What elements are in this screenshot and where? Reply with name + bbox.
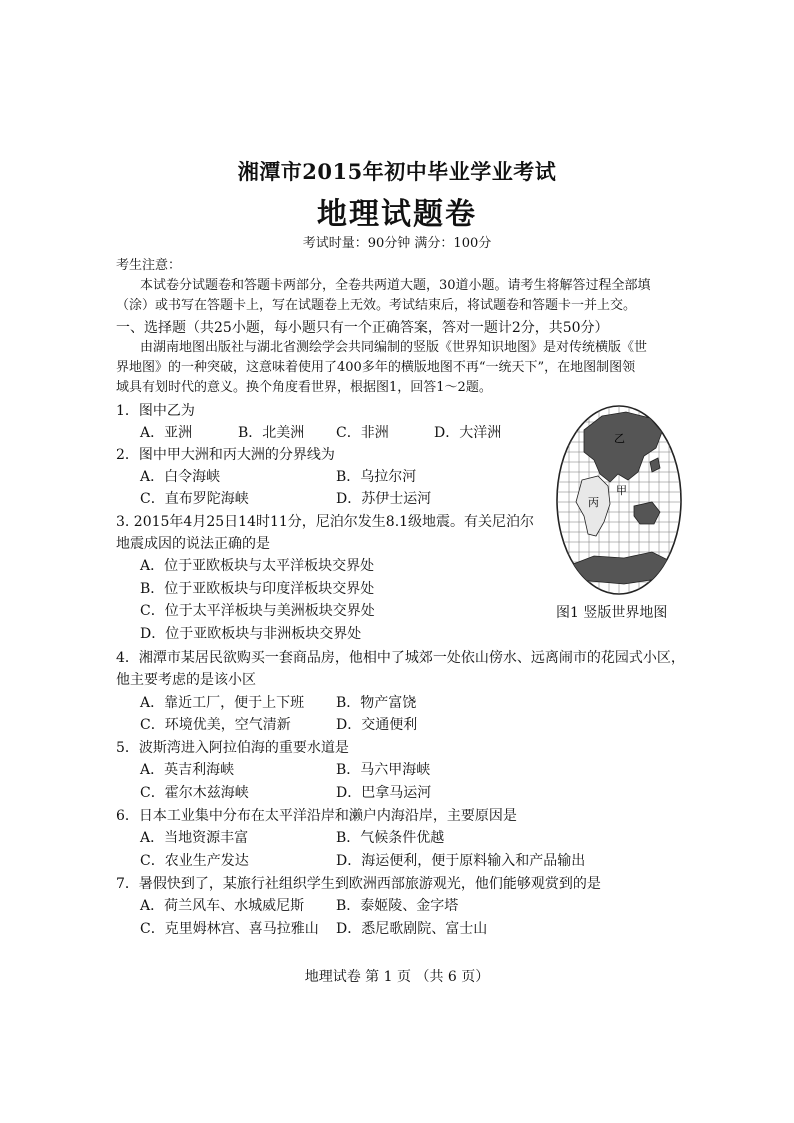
intro-line-3: 域具有划时代的意义。换个角度看世界，根据图1，回答1～2题。 <box>116 380 492 395</box>
exam-title: 湘潭市2015年初中毕业学业考试 <box>237 159 557 184</box>
q4-option-b: B．物产富饶 <box>336 695 417 711</box>
q2-option-d: D．苏伊士运河 <box>336 491 432 507</box>
intro-line-1: 由湖南地图出版社与湖北省测绘学会共同编制的竖版《世界知识地图》是对传统横版《世 <box>140 340 648 355</box>
question-6-stem: 6．日本工业集中分布在太平洋沿岸和濑户内海沿岸，主要原因是 <box>116 808 517 824</box>
notice-line-2: （涂）或书写在答题卡上，写在试题卷上无效。考试结束后，将试题卷和答题卡一并上交。 <box>116 298 637 313</box>
q5-option-a: A．英吉利海峡 <box>140 762 235 778</box>
q1-option-b: B．北美洲 <box>238 425 305 441</box>
page-footer: 地理试卷 第 1 页 （共 6 页） <box>304 969 490 985</box>
q7-option-d: D．悉尼歌剧院、富士山 <box>336 921 488 937</box>
question-5-stem: 5．波斯湾进入阿拉伯海的重要水道是 <box>116 740 349 756</box>
section-heading: 一、选择题（共25小题，每小题只有一个正确答案，答对一题计2分，共50分） <box>116 320 609 336</box>
q5-option-d: D．巴拿马运河 <box>336 785 432 801</box>
q1-option-a: A．亚洲 <box>140 425 193 441</box>
q5-option-c: C．霍尔木兹海峡 <box>140 785 249 801</box>
q7-option-c: C．克里姆林宫、喜马拉雅山 <box>140 921 319 937</box>
q3-option-c: C．位于太平洋板块与美洲板块交界处 <box>140 603 375 619</box>
q6-option-a: A．当地资源丰富 <box>140 830 249 846</box>
intro-line-2: 界地图》的一种突破，这意味着使用了400多年的横版地图不再“一统天下”，在地图制图领 <box>116 360 636 375</box>
q7-option-a: A．荷兰风车、水城威尼斯 <box>140 898 305 914</box>
q1-option-c: C．非洲 <box>336 425 389 441</box>
q4-option-a: A．靠近工厂，便于上下班 <box>140 695 305 711</box>
q6-option-d: D．海运便利，便于原料输入和产品输出 <box>336 853 586 869</box>
question-3-stem-cont: 地震成因的说法正确的是 <box>116 536 270 552</box>
question-3-stem: 3. 2015年4月25日14时11分，尼泊尔发生8.1级地震。有关尼泊尔 <box>116 514 535 530</box>
notice-label: 考生注意： <box>116 258 182 273</box>
map-label-yi: 乙 <box>614 432 625 445</box>
figure-caption: 图1 竖版世界地图 <box>556 605 668 621</box>
notice-line-1: 本试卷分试题卷和答题卡两部分，全卷共两道大题，30道小题。请考生将解答过程全部填 <box>140 278 651 293</box>
question-1-stem: 1．图中乙为 <box>116 403 195 419</box>
q5-option-b: B．马六甲海峡 <box>336 762 431 778</box>
q6-option-b: B．气候条件优越 <box>336 830 445 846</box>
question-4-stem-cont: 他主要考虑的是该小区 <box>116 672 256 688</box>
q4-option-c: C．环境优美，空气清新 <box>140 717 291 733</box>
map-label-jia: 甲 <box>616 484 627 497</box>
q2-option-a: A．白令海峡 <box>140 469 221 485</box>
question-4-stem: 4．湘潭市某居民欲购买一套商品房，他相中了城郊一处依山傍水、远离闹市的花园式小区， <box>116 650 685 666</box>
q1-option-d: D．大洋洲 <box>434 425 502 441</box>
q3-option-b: B．位于亚欧板块与印度洋板块交界处 <box>140 581 375 597</box>
question-2-stem: 2．图中甲大洲和丙大洲的分界线为 <box>116 447 335 463</box>
q2-option-b: B．乌拉尔河 <box>336 469 417 485</box>
q3-option-d: D．位于亚欧板块与非洲板块交界处 <box>140 626 362 642</box>
q3-option-a: A．位于亚欧板块与太平洋板块交界处 <box>140 558 375 574</box>
question-7-stem: 7．暑假快到了，某旅行社组织学生到欧洲西部旅游观光，他们能够观赏到的是 <box>116 876 601 892</box>
exam-info: 考试时量：90分钟 满分：100分 <box>302 236 492 251</box>
q4-option-d: D．交通便利 <box>336 717 418 733</box>
vertical-world-map <box>554 402 684 598</box>
q2-option-c: C．直布罗陀海峡 <box>140 491 249 507</box>
map-label-bing: 丙 <box>588 496 599 509</box>
paper-title: 地理试题卷 <box>317 197 477 232</box>
q6-option-c: C．农业生产发达 <box>140 853 249 869</box>
q7-option-b: B．泰姬陵、金字塔 <box>336 898 459 914</box>
